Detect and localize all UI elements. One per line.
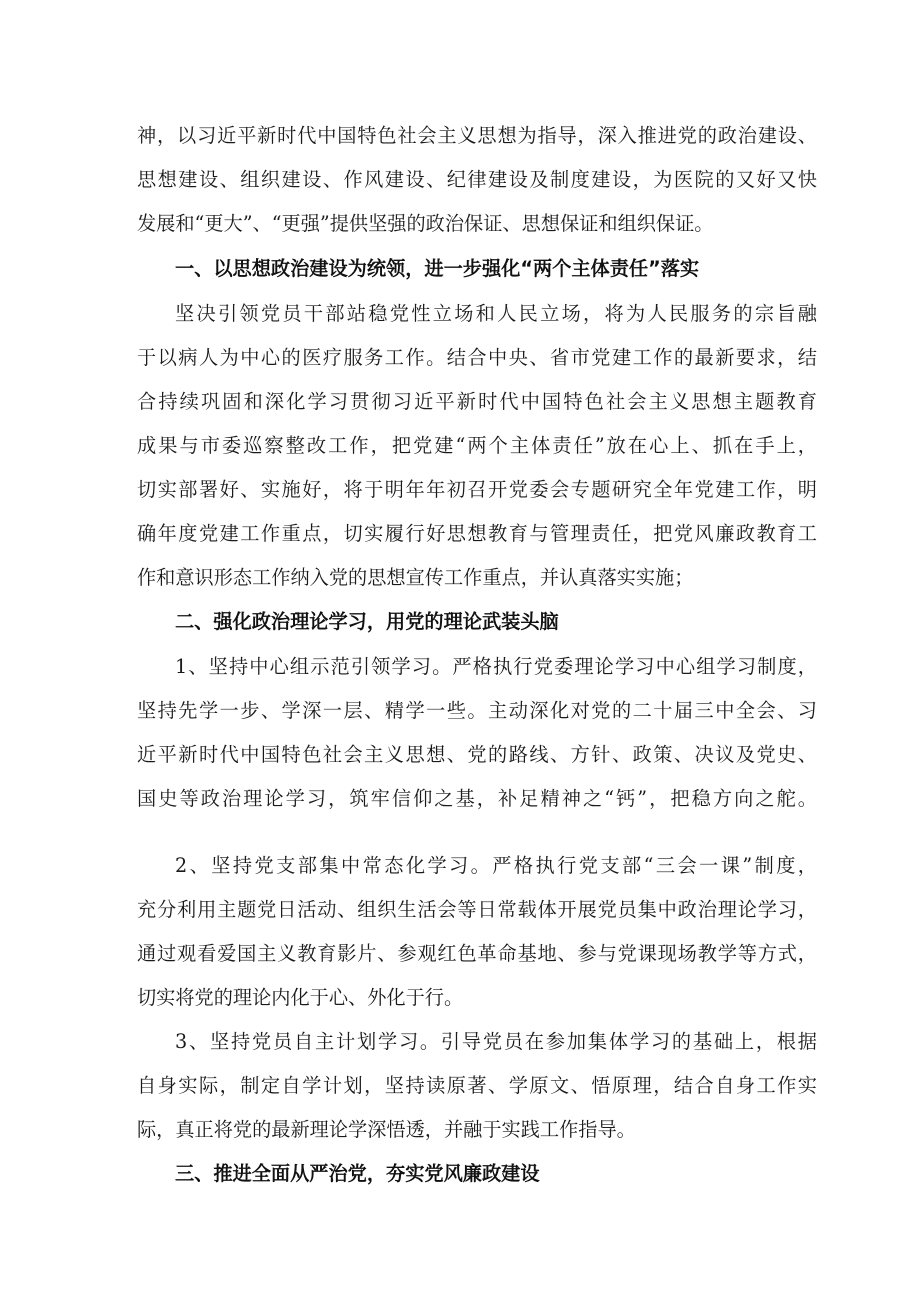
body-text-line: 1、坚持中心组示范引领学习。严格执行党委理论学习中心组学习制度， [175,655,817,678]
body-text-line: 确年度党建工作重点，切实履行好思想教育与管理责任，把党风廉政教育工 [137,522,817,545]
body-text-line: 发展和“更大”、“更强”提供坚强的政治保证、思想保证和组织保证。 [137,212,714,235]
body-text-line: 国史等政治理论学习，筑牢信仰之基，补足精神之“钙”，把稳方向之舵。 [137,787,817,810]
body-text-line: 思想建设、组织建设、作风建设、纪律建设及制度建设，为医院的又好又快 [137,168,817,191]
body-text-line: 坚持先学一步、学深一层、精学一些。主动深化对党的二十届三中全会、习 [137,699,817,722]
body-text-line: 近平新时代中国特色社会主义思想、党的路线、方针、政策、决议及党史、 [137,743,817,766]
body-text-line: 神，以习近平新时代中国特色社会主义思想为指导，深入推进党的政治建设、 [137,124,817,147]
body-text-line: 切实将党的理论内化于心、外化于行。 [137,986,464,1009]
body-text-line: 成果与市委巡察整改工作，把党建“两个主体责任”放在心上、抓在手上， [137,434,817,457]
section-heading-2: 二、强化政治理论学习，用党的理论武装头脑 [175,610,559,633]
body-text-line: 切实部署好、实施好，将于明年年初召开党委会专题研究全年党建工作，明 [137,478,817,501]
body-text-line: 3、坚持党员自主计划学习。引导党员在参加集体学习的基础上，根据 [175,1030,817,1053]
body-text-line: 通过观看爱国主义教育影片、参观红色革命基地、参与党课现场教学等方式， [137,942,817,965]
body-text-line: 际，真正将党的最新理论学深悟透，并融于实践工作指导。 [137,1118,636,1141]
body-text-line: 充分利用主题党日活动、组织生活会等日常载体开展党员集中政治理论学习， [137,898,817,921]
body-text-line: 坚决引领党员干部站稳党性立场和人民立场，将为人民服务的宗旨融 [175,302,817,325]
body-text-line: 自身实际，制定自学计划，坚持读原著、学原文、悟原理，结合自身工作实 [137,1074,817,1097]
body-text-line: 合持续巩固和深化学习贯彻习近平新时代中国特色社会主义思想主题教育 [137,390,817,413]
body-text-line: 2、坚持党支部集中常态化学习。严格执行党支部“三会一课”制度， [175,854,817,877]
body-text-line: 作和意识形态工作纳入党的思想宣传工作重点，并认真落实实施； [137,566,694,589]
body-text-line: 于以病人为中心的医疗服务工作。结合中央、省市党建工作的最新要求，结 [137,346,817,369]
section-heading-3: 三、推进全面从严治党，夯实党风廉政建设 [175,1162,540,1185]
section-heading-1: 一、以思想政治建设为统领，进一步强化“两个主体责任”落实 [175,257,700,280]
